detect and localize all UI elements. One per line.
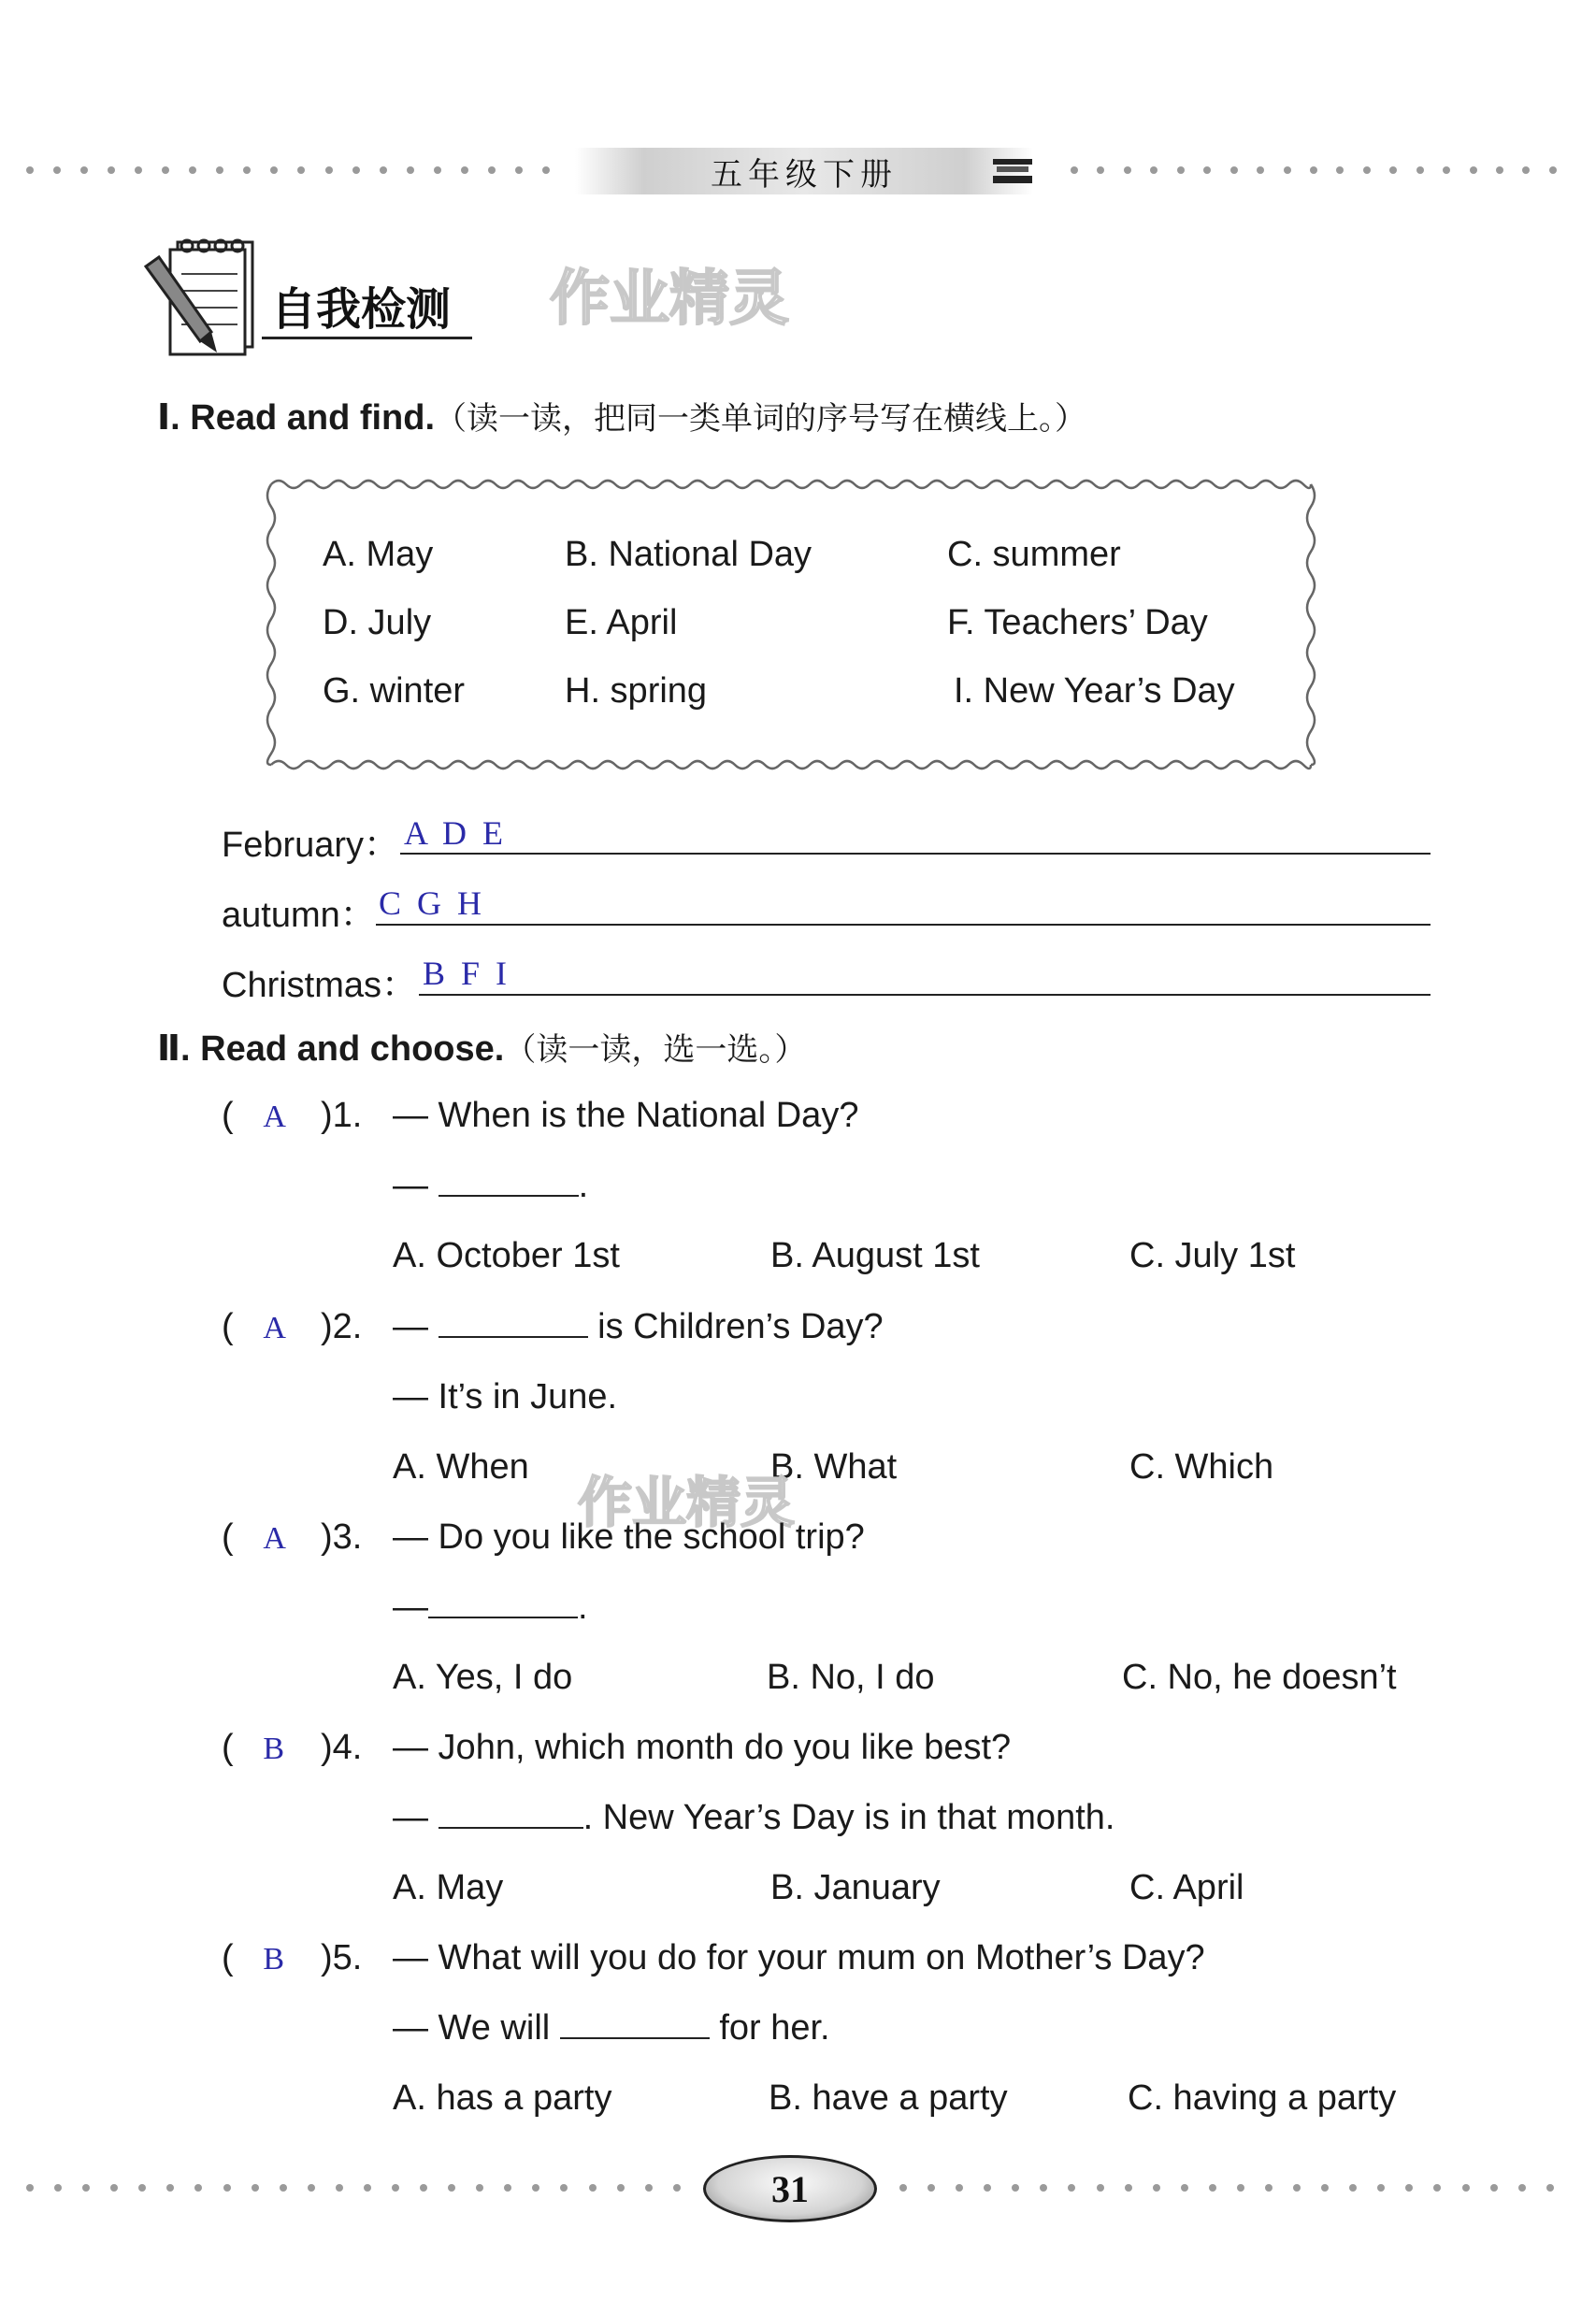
q2-blank[interactable] xyxy=(439,1308,588,1338)
q2-option-c[interactable]: C. Which xyxy=(1129,1447,1274,1487)
q5-paren[interactable]: ( B xyxy=(222,1938,285,1977)
q3-line2 xyxy=(393,1588,588,1628)
word-i: I. New Year’s Day xyxy=(954,671,1235,711)
q4-line2-post: . New Year’s Day is in that month. xyxy=(582,1798,1115,1837)
word-e: E. April xyxy=(565,603,678,642)
q2-line2: — It’s in June. xyxy=(393,1377,618,1416)
fill-line-christmas[interactable] xyxy=(419,994,1431,996)
fill-answer-february: A D E xyxy=(404,814,507,852)
q4-paren[interactable]: ( B xyxy=(222,1728,285,1767)
footer-dots-left xyxy=(26,2182,681,2193)
fill-line-autumn[interactable] xyxy=(376,924,1431,926)
q2-paren[interactable]: ( A xyxy=(222,1307,286,1346)
fill-label-christmas: Christmas： xyxy=(222,966,418,1005)
q1-option-b[interactable]: B. August 1st xyxy=(770,1236,980,1275)
q2-line1-pre: — xyxy=(393,1307,428,1346)
fill-answer-christmas: B F I xyxy=(423,955,511,992)
part2-title: Ⅱ. Read and choose. xyxy=(157,1029,505,1069)
fill-answer-autumn: C G H xyxy=(379,884,486,922)
q5-option-a[interactable]: A. has a party xyxy=(393,2078,612,2118)
part2-heading xyxy=(157,1024,806,1070)
q4-number: )4. xyxy=(321,1728,363,1767)
header-title: 五年级下册 xyxy=(711,155,898,194)
q1-line2-post: . xyxy=(578,1166,589,1205)
q4-line2-pre: — xyxy=(393,1798,428,1837)
q3-option-b[interactable]: B. No, I do xyxy=(767,1658,935,1697)
fill-label-autumn: autumn： xyxy=(222,896,376,935)
fill-label-february: February： xyxy=(222,826,400,865)
q2-line1 xyxy=(393,1307,884,1347)
q4-option-a[interactable]: A. May xyxy=(393,1868,504,1907)
q1-line2-pre: — xyxy=(393,1166,428,1205)
q4-option-b[interactable]: B. January xyxy=(770,1868,941,1907)
q2-answer: A xyxy=(263,1311,286,1345)
q2-option-b[interactable]: B. What xyxy=(770,1447,898,1487)
q5-option-c[interactable]: C. having a party xyxy=(1128,2078,1397,2118)
word-c: C. summer xyxy=(947,535,1121,574)
part1-title: Ⅰ. Read and find. xyxy=(157,398,436,438)
building-icon xyxy=(991,155,1034,189)
q5-line1: — What will you do for your mum on Mother’s Day? xyxy=(393,1938,1205,1977)
q4-option-c[interactable]: C. April xyxy=(1129,1868,1244,1907)
q3-number: )3. xyxy=(321,1517,363,1557)
header-dots-left xyxy=(26,165,550,176)
q4-answer: B xyxy=(263,1732,285,1766)
q1-blank[interactable] xyxy=(439,1167,579,1197)
page-number-badge xyxy=(703,2155,877,2222)
watermark-middle: 作业精灵 xyxy=(578,1471,796,1534)
q4-line1: — John, which month do you like best? xyxy=(393,1728,1012,1767)
notepad-pencil-icon xyxy=(140,229,266,360)
part2-note: （读一读，选一选。） xyxy=(504,1031,807,1069)
word-a: A. May xyxy=(323,535,434,574)
q3-option-c[interactable]: C. No, he doesn’t xyxy=(1122,1658,1397,1697)
q1-line1: — When is the National Day? xyxy=(393,1096,859,1135)
q4-blank[interactable] xyxy=(439,1799,583,1829)
footer-dots-right xyxy=(899,2182,1554,2193)
q5-option-b[interactable]: B. have a party xyxy=(769,2078,1008,2118)
section-label: 自我检测 xyxy=(271,283,452,336)
watermark-top: 作业精灵 xyxy=(550,265,789,334)
q2-option-a[interactable]: A. When xyxy=(393,1447,529,1487)
word-b: B. National Day xyxy=(565,535,812,574)
q5-number: )5. xyxy=(321,1938,363,1977)
q5-blank[interactable] xyxy=(560,2009,710,2039)
q2-line1-post: is Children’s Day? xyxy=(597,1307,884,1346)
q1-number: )1. xyxy=(321,1096,363,1135)
header-dots-right xyxy=(1071,165,1557,176)
q2-number: )2. xyxy=(321,1307,363,1346)
q5-line2-pre: — We will xyxy=(393,2008,551,2048)
section-label-underline xyxy=(262,337,472,339)
q3-paren[interactable]: ( A xyxy=(222,1517,286,1557)
q1-answer: A xyxy=(263,1100,286,1134)
page-number: 31 xyxy=(771,2167,809,2210)
q1-line2 xyxy=(393,1166,588,1206)
q1-option-c[interactable]: C. July 1st xyxy=(1129,1236,1296,1275)
word-f: F. Teachers’ Day xyxy=(947,603,1208,642)
q5-line2-post: for her. xyxy=(719,2008,830,2048)
word-h: H. spring xyxy=(565,671,708,711)
q5-answer: B xyxy=(263,1942,285,1977)
q3-line2-post: . xyxy=(578,1588,588,1627)
q3-line2-pre: — xyxy=(393,1588,428,1627)
word-g: G. winter xyxy=(323,671,466,711)
part1-heading xyxy=(157,393,1086,438)
q5-line2 xyxy=(393,2008,830,2048)
word-d: D. July xyxy=(323,603,432,642)
q3-line1: — Do you like the school trip? xyxy=(393,1517,865,1557)
q4-line2 xyxy=(393,1798,1114,1838)
q3-blank[interactable] xyxy=(428,1588,578,1618)
header-banner xyxy=(575,148,1033,194)
q3-option-a[interactable]: A. Yes, I do xyxy=(393,1658,573,1697)
q3-answer: A xyxy=(263,1521,286,1556)
fill-line-february[interactable] xyxy=(400,853,1431,855)
q1-paren[interactable]: ( A xyxy=(222,1096,286,1135)
part1-note: （读一读，把同一类单词的序号写在横线上。） xyxy=(435,400,1087,438)
q1-option-a[interactable]: A. October 1st xyxy=(393,1236,620,1275)
